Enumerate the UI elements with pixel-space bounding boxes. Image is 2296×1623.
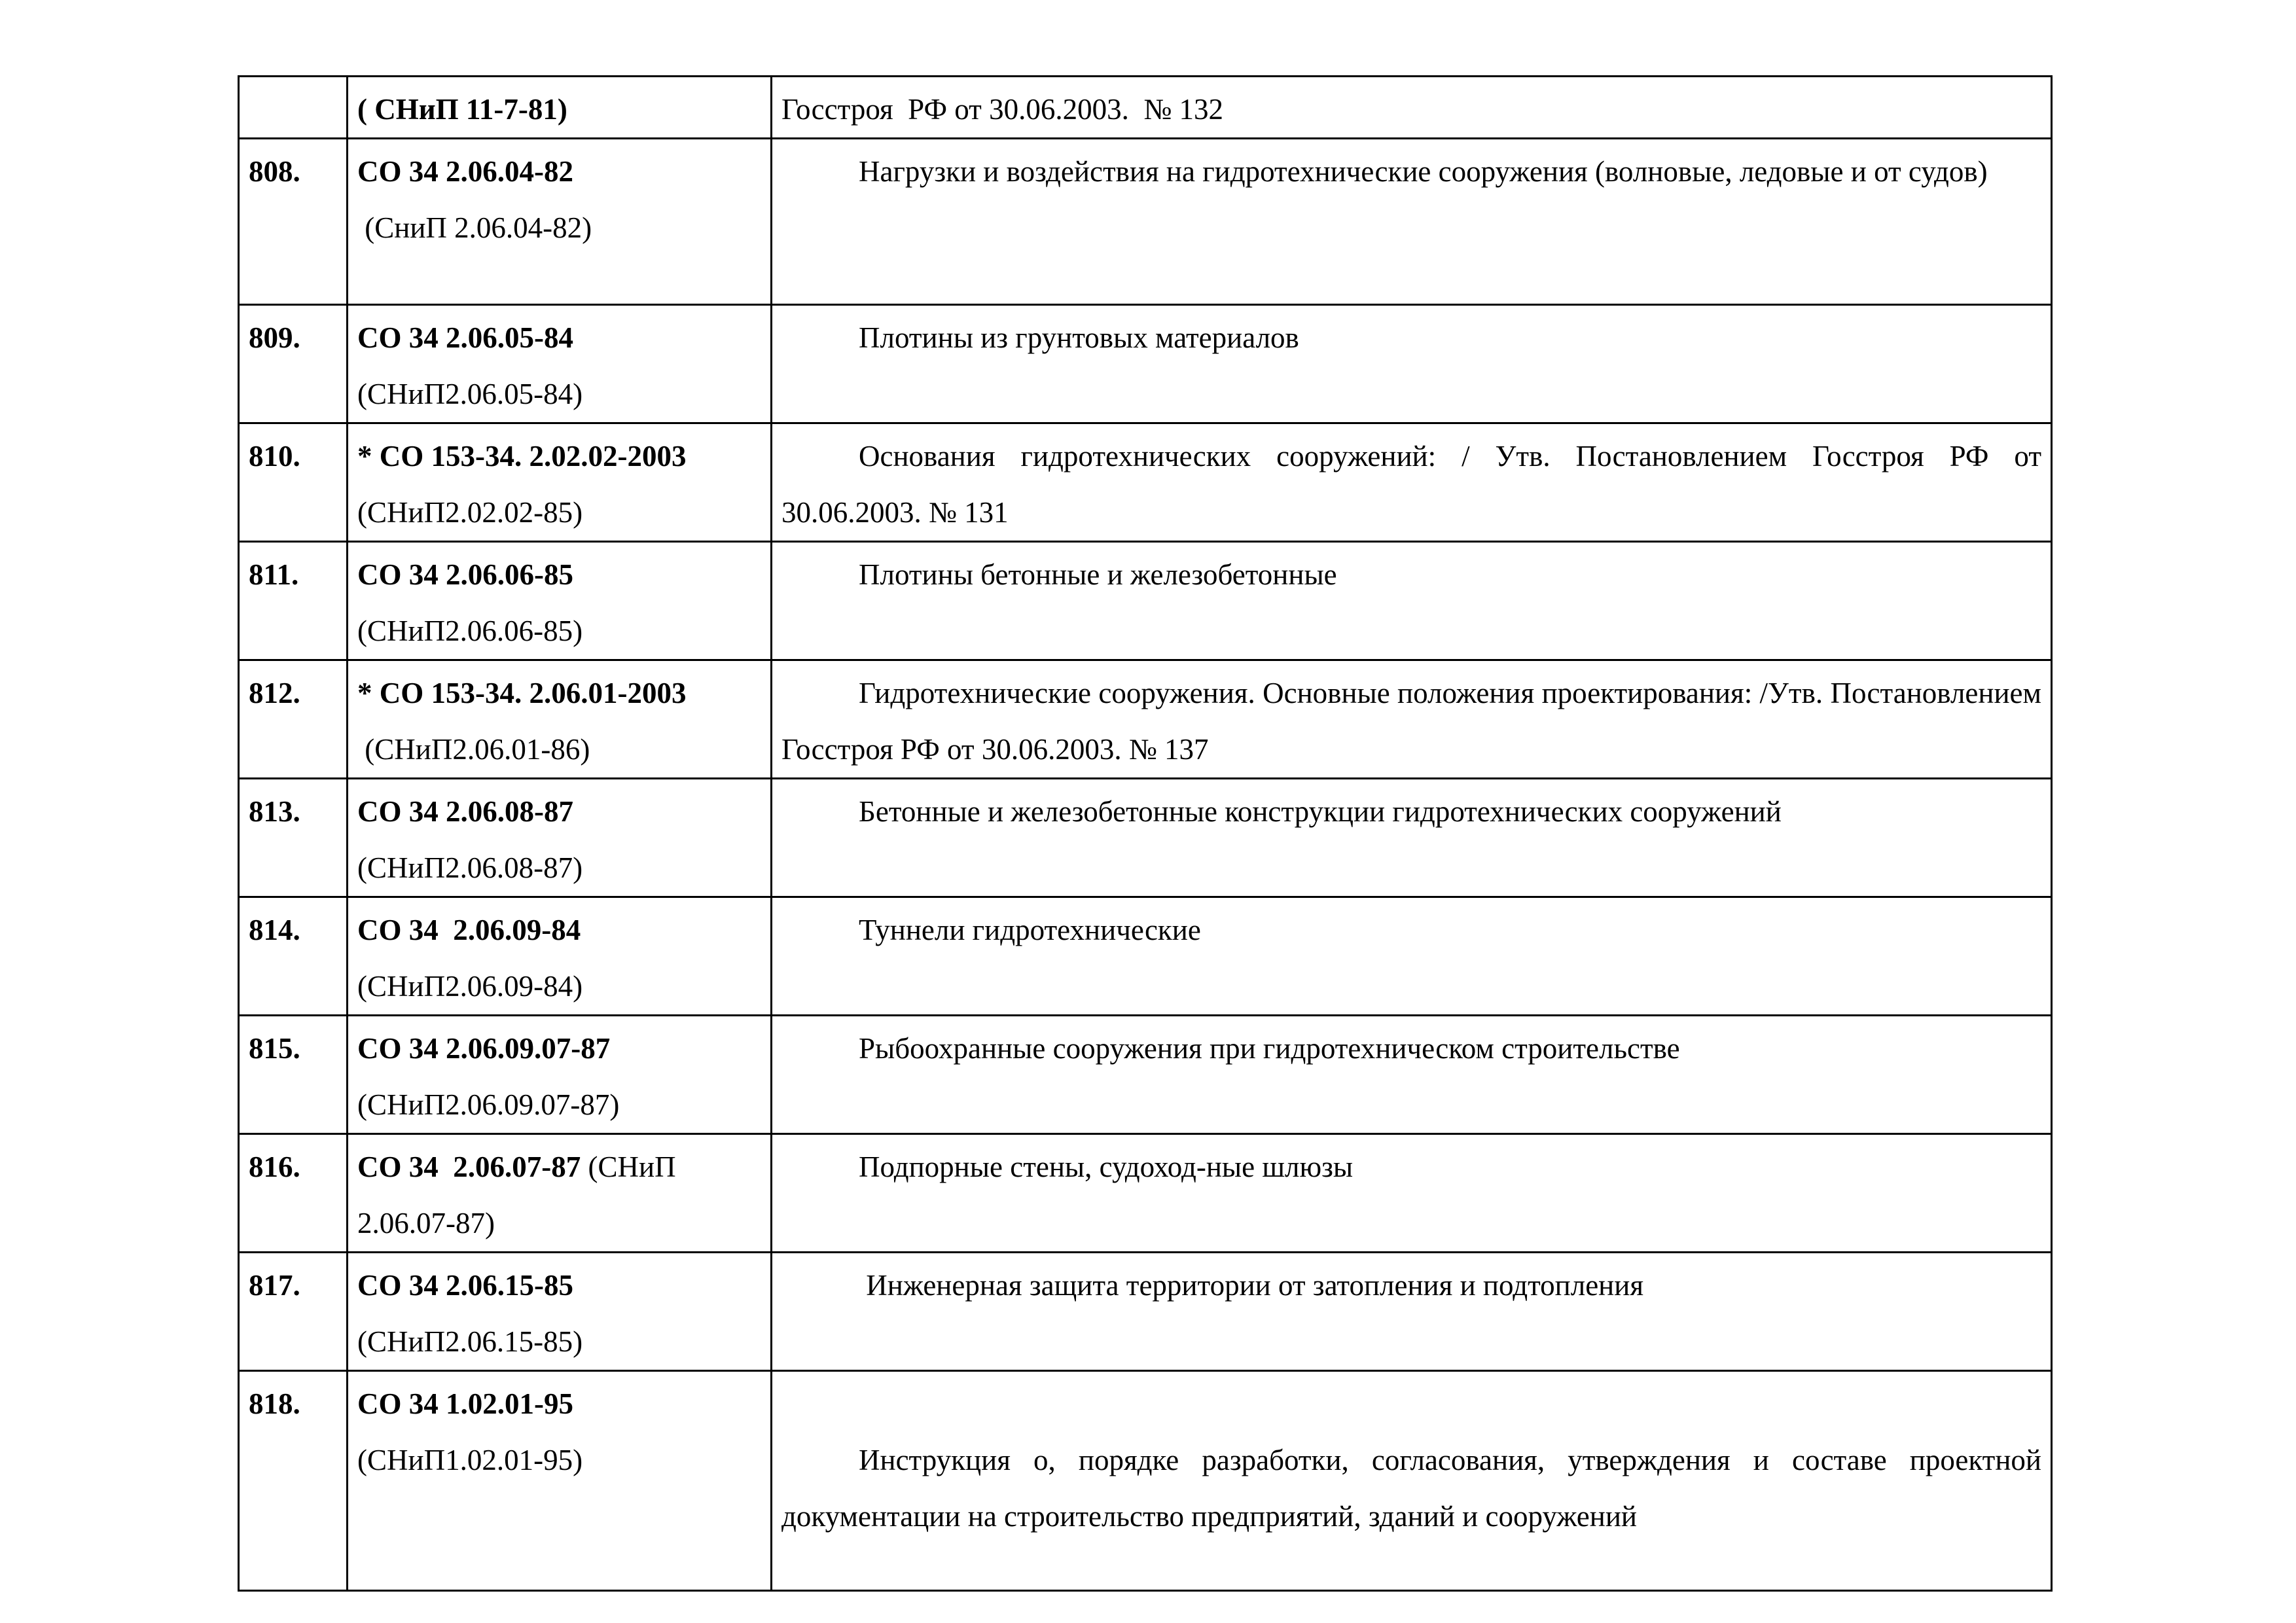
code-cell xyxy=(348,1371,772,1591)
description: Гидротехнические сооружения. Основные положения проектирования: /Утв. Постановлением Госстроя РФ от 30.06.2003. № 137 xyxy=(781,677,2041,766)
code-alt: (СНиП2.06.05-84) xyxy=(357,378,583,410)
description-cell xyxy=(772,1253,2052,1371)
row-number xyxy=(239,77,348,139)
code-cell xyxy=(348,542,772,660)
description: Основания гидротехнических сооружений: / Утв. Постановлением Госстроя РФ от 30.06.2003. № 131 xyxy=(781,440,2041,529)
description: Плотины из грунтовых материалов xyxy=(859,321,1299,354)
row-number: 817. xyxy=(239,1253,348,1371)
code-cell xyxy=(348,897,772,1016)
code-cell xyxy=(348,77,772,139)
code-alt: (СНиП2.06.06-85) xyxy=(357,615,583,647)
code-alt: (СниП 2.06.04-82) xyxy=(357,211,592,244)
description: Бетонные и железобетонные конструкции гидротехнических сооружений xyxy=(859,795,1782,828)
description-cell xyxy=(772,1134,2052,1253)
description: Туннели гидротехнические xyxy=(859,914,1201,946)
code-cell xyxy=(348,779,772,897)
description-cell xyxy=(772,779,2052,897)
code-cell xyxy=(348,139,772,305)
code-main: СО 34 2.06.04-82 xyxy=(357,155,573,188)
table-row xyxy=(239,1134,2052,1253)
row-number: 813. xyxy=(239,779,348,897)
row-number: 815. xyxy=(239,1016,348,1134)
regulations-table xyxy=(238,75,2053,1592)
description-cell xyxy=(772,305,2052,423)
code-cell xyxy=(348,305,772,423)
description-cell xyxy=(772,77,2052,139)
code-main: СО 34 2.06.09.07-87 xyxy=(357,1032,611,1065)
table-row xyxy=(239,1253,2052,1371)
code-cell xyxy=(348,423,772,542)
table-row xyxy=(239,779,2052,897)
code-alt: (СНиП2.06.09.07-87) xyxy=(357,1088,620,1121)
description-cell xyxy=(772,660,2052,779)
table-row xyxy=(239,1016,2052,1134)
code-alt: (СНиП2.06.01-86) xyxy=(357,733,590,766)
code-cell xyxy=(348,1134,772,1253)
table-row xyxy=(239,77,2052,139)
code-main: СО 34 2.06.05-84 xyxy=(357,321,573,354)
description-cell xyxy=(772,1371,2052,1591)
table-row xyxy=(239,423,2052,542)
code-cell xyxy=(348,1253,772,1371)
row-number: 809. xyxy=(239,305,348,423)
row-number: 810. xyxy=(239,423,348,542)
description: Рыбоохранные сооружения при гидротехническом строительстве xyxy=(859,1032,1680,1065)
code-main: СО 34 2.06.09-84 xyxy=(357,914,581,946)
description-cell xyxy=(772,139,2052,305)
description: Нагрузки и воздействия на гидротехнические сооружения (волновые, ледовые и от судов) xyxy=(859,155,1988,188)
code-alt: (СНиП2.06.09-84) xyxy=(357,970,583,1003)
code-main: ( СНиП 11-7-81) xyxy=(357,93,567,126)
description-cell xyxy=(772,542,2052,660)
description: Госстроя РФ от 30.06.2003. № 132 xyxy=(781,93,1223,126)
table-row xyxy=(239,1371,2052,1591)
description: Плотины бетонные и железобетонные xyxy=(859,558,1337,591)
code-cell xyxy=(348,1016,772,1134)
row-number: 816. xyxy=(239,1134,348,1253)
table-row xyxy=(239,542,2052,660)
code-main: СО 34 1.02.01-95 xyxy=(357,1387,573,1420)
row-number: 818. xyxy=(239,1371,348,1591)
row-number: 808. xyxy=(239,139,348,305)
code-alt: (СНиП1.02.01-95) xyxy=(357,1444,583,1476)
code-cell xyxy=(348,660,772,779)
code-main: * СО 153-34. 2.02.02-2003 xyxy=(357,440,687,473)
code-alt: 2.06.07-87) xyxy=(357,1207,495,1240)
code-main: СО 34 2.06.07-87 xyxy=(357,1150,581,1183)
row-number: 814. xyxy=(239,897,348,1016)
description-cell xyxy=(772,897,2052,1016)
code-main: СО 34 2.06.15-85 xyxy=(357,1269,573,1302)
table-row xyxy=(239,660,2052,779)
code-alt: (СНиП2.02.02-85) xyxy=(357,496,583,529)
description-cell xyxy=(772,1016,2052,1134)
code-inline: (СНиП xyxy=(581,1150,676,1183)
table-row xyxy=(239,305,2052,423)
code-main: * СО 153-34. 2.06.01-2003 xyxy=(357,677,687,709)
description: Инструкция о, порядке разработки, согласования, утверждения и составе проектной документации на строительство предприятий, зданий и сооружений xyxy=(781,1444,2041,1533)
row-number: 811. xyxy=(239,542,348,660)
code-main: СО 34 2.06.06-85 xyxy=(357,558,573,591)
description: Инженерная защита территории от затопления и подтопления xyxy=(859,1269,1644,1302)
code-main: СО 34 2.06.08-87 xyxy=(357,795,573,828)
code-alt: (СНиП2.06.15-85) xyxy=(357,1325,583,1358)
table-row xyxy=(239,139,2052,305)
row-number: 812. xyxy=(239,660,348,779)
table-row xyxy=(239,897,2052,1016)
description: Подпорные стены, судоход-ные шлюзы xyxy=(859,1150,1354,1183)
description-cell xyxy=(772,423,2052,542)
code-alt: (СНиП2.06.08-87) xyxy=(357,851,583,884)
